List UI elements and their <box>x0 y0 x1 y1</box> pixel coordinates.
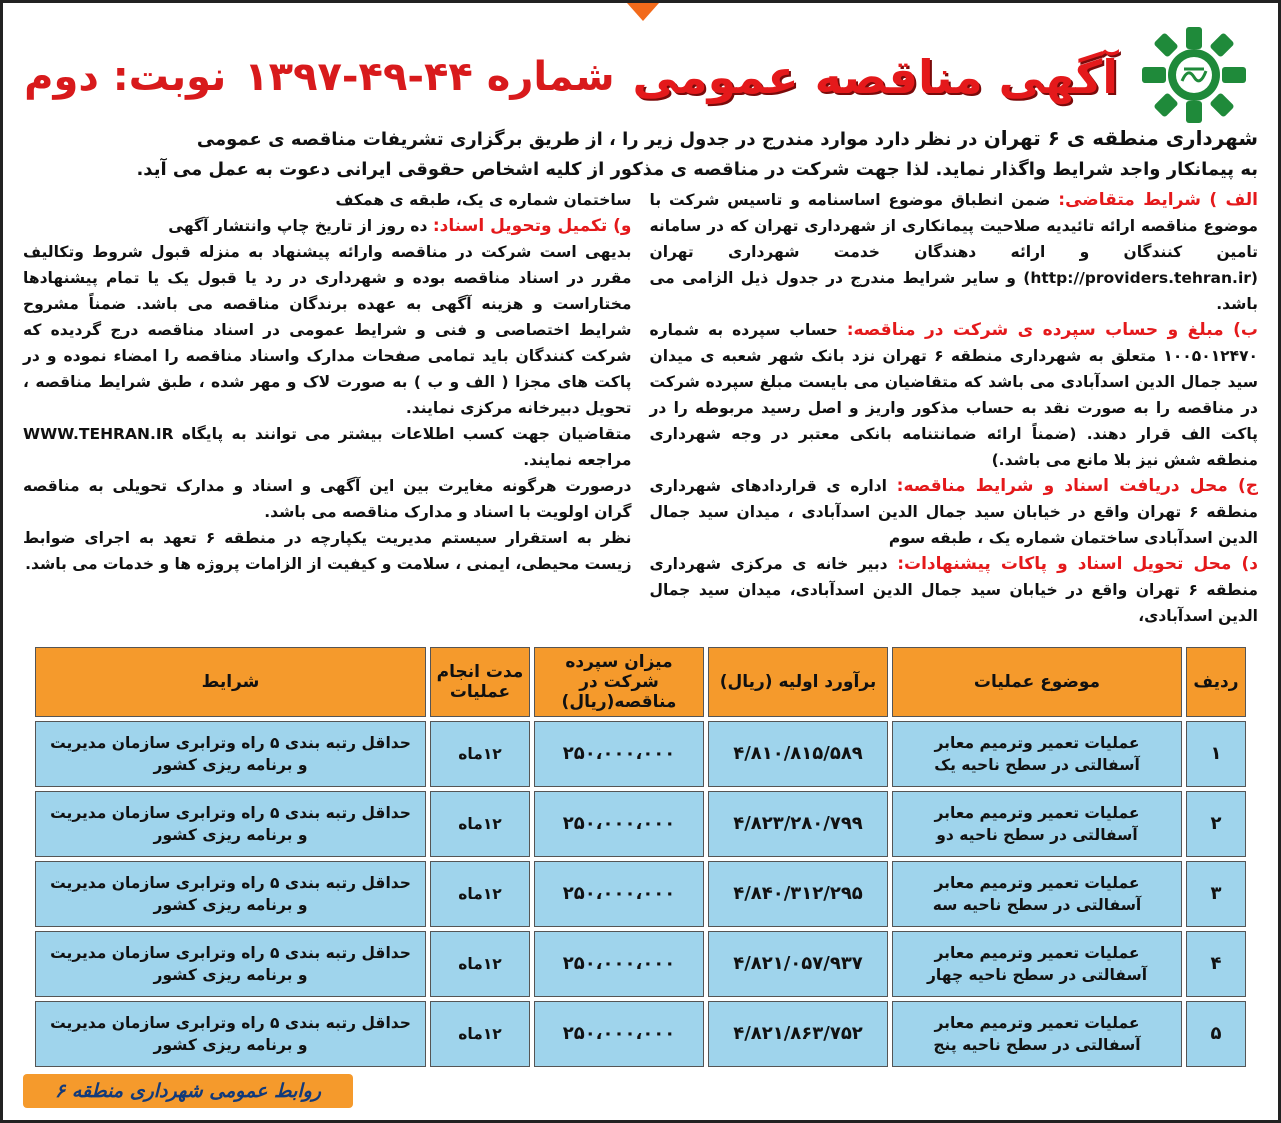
cell-deposit: ۲۵۰،۰۰۰،۰۰۰ <box>534 721 704 787</box>
table-row <box>35 721 1246 787</box>
providers-link[interactable]: (http://providers.tehran.ir) <box>1023 269 1258 287</box>
section-be-heading: ب) مبلغ و حساب سپرده ی شرکت در مناقصه: <box>846 320 1258 340</box>
cell-estimate: ۴/۸۴۰/۳۱۲/۲۹۵ <box>708 861 888 927</box>
title-main: آگهی مناقصه عمومی <box>632 50 1118 104</box>
general-paragraph-3: درصورت هرگونه مغایرت بین این آگهی و اسناد و مدارک تحویلی به مناقصه گران اولویت با اسناد و مدارک مناقصه می باشد. <box>23 477 632 521</box>
top-marker-triangle <box>627 3 659 21</box>
col-estimate: برآورد اولیه (ریال) <box>708 647 888 717</box>
section-alef-heading: الف ) شرایط متقاضی: <box>1058 190 1258 210</box>
general-paragraph-1: بدیهی است شرکت در مناقصه وارائه پیشنهاد به منزله قبول شروط وتکالیف مقرر در اسناد مناقصه بوده و شهرداری در رد یا قبول یک یا تمام پیشنهادها مختاراست و هزینه آگهی به عهده برندگان مناقصه می باشد. ضمناً مشروح شرایط اختصاصی و فنی و شرایط عمومی در اسناد مناقصه درج گردیده که شرکت کنندگان باید تمامی صفحات مدارک واسناد مناقصه را امضاء نموده و در پاکت های مجزا ( الف و ب ) به صورت لاک و مهر شده ، طبق شرایط مناقصه ، تحویل دبیرخانه مرکزی نمایند. <box>23 243 632 417</box>
cell-deposit: ۲۵۰،۰۰۰،۰۰۰ <box>534 861 704 927</box>
table-row <box>35 791 1246 857</box>
cell-subject: عملیات تعمیر وترمیم معابر آسفالتی در سطح ناحیه پنج <box>892 1001 1182 1067</box>
tender-table-wrapper <box>31 643 1250 1071</box>
right-column <box>650 187 1259 637</box>
general-paragraph-4: نظر به استقرار سیستم مدیریت یکپارچه در منطقه ۶ تعهد به اجرای ضوابط زیست محیطی، ایمنی ، سلامت و کیفیت از الزامات پروژه ها و خدمات می باشد. <box>23 529 632 573</box>
cell-subject: عملیات تعمیر وترمیم معابر آسفالتی در سطح ناحیه یک <box>892 721 1182 787</box>
info-text: متقاضیان جهت کسب اطلاعات بیشتر می توانند به پایگاه <box>181 425 632 443</box>
col-deposit: میزان سپرده شرکت در مناقصه(ریال) <box>534 647 704 717</box>
cell-num: ۳ <box>1186 861 1246 927</box>
cell-num: ۱ <box>1186 721 1246 787</box>
conditions-columns <box>23 187 1258 637</box>
cell-estimate: ۴/۸۲۱/۰۵۷/۹۳۷ <box>708 931 888 997</box>
info-text-tail: مراجعه نمایند. <box>523 451 632 469</box>
intro-line2: به پیمانکار واجد شرایط واگذار نماید. لذا جهت شرکت در مناقصه ی مذکور از کلیه اشخاص حقوقی ایرانی دعوت به عمل می آید. <box>136 159 1258 180</box>
public-relations-signature: روابط عمومی شهرداری منطقه ۶ <box>23 1074 353 1108</box>
title-number: شماره ۴۴-۴۹-۱۳۹۷ <box>244 54 615 100</box>
section-be <box>650 317 1259 473</box>
section-dal-continued: ساختمان شماره ی یک، طبقه ی همکف <box>335 191 632 209</box>
cell-duration: ۱۲ماه <box>430 791 530 857</box>
table-header-row <box>35 647 1246 717</box>
cell-deposit: ۲۵۰،۰۰۰،۰۰۰ <box>534 791 704 857</box>
general-paragraph-2 <box>23 421 632 473</box>
table-row <box>35 931 1246 997</box>
intro-paragraph <box>23 123 1258 185</box>
col-row-number: ردیف <box>1186 647 1246 717</box>
section-alef-body: ضمن انطباق موضوع اساسنامه و تاسیس شرکت با موضوع مناقصه ارائه تائیدیه صلاحیت پیمانکاری از شهرداری تهران که در سامانه تامین کنندگان و ارائه دهندگان خدمت شهرداری تهران <box>649 191 1258 261</box>
section-jim-heading: ج) محل دریافت اسناد و شرایط مناقصه: <box>896 476 1258 496</box>
cell-num: ۲ <box>1186 791 1246 857</box>
cell-condition: حداقل رتبه بندی ۵ راه وترابری سازمان مدیریت و برنامه ریزی کشور <box>35 721 426 787</box>
section-vav-body: ده روز از تاریخ چاپ وانتشار آگهی <box>168 217 428 235</box>
cell-estimate: ۴/۸۲۳/۲۸۰/۷۹۹ <box>708 791 888 857</box>
cell-subject: عملیات تعمیر وترمیم معابر آسفالتی در سطح ناحیه سه <box>892 861 1182 927</box>
cell-num: ۵ <box>1186 1001 1246 1067</box>
cell-estimate: ۴/۸۱۰/۸۱۵/۵۸۹ <box>708 721 888 787</box>
cell-subject: عملیات تعمیر وترمیم معابر آسفالتی در سطح ناحیه چهار <box>892 931 1182 997</box>
intro-municipality: شهرداری منطقه ی ۶ تهران <box>983 126 1258 150</box>
section-be-body: حساب سپرده به شماره ۱۰۰۵۰۱۲۴۷۰ متعلق به شهرداری منطقه ۶ تهران نزد بانک شهر شعبه ی میدان سید جمال الدین اسدآبادی می باشد که متقاضیان می بایست مبلغ سپرده شرکت در مناقصه را به صورت نقد به حساب مذکور واریز و اصل رسید مربوطه را در پاکت الف قرار دهند. (ضمناً ارائه ضمانتنامه بانکی معتبر در وجه شهرداری منطقه شش نیز بلا مانع می باشد.) <box>649 321 1258 469</box>
section-vav-heading: و) تکمیل وتحویل اسناد: <box>432 216 632 236</box>
col-conditions: شرایط <box>35 647 426 717</box>
section-jim <box>650 473 1259 551</box>
tehran-municipality-logo-icon <box>1136 25 1252 125</box>
notice-title <box>24 35 1118 119</box>
section-dal <box>650 551 1259 629</box>
col-subject: موضوع عملیات <box>892 647 1182 717</box>
cell-num: ۴ <box>1186 931 1246 997</box>
section-jim-body: اداره ی قراردادهای شهرداری منطقه ۶ تهران واقع در خیابان سید جمال الدین اسدآبادی ، میدان سید جمال الدین اسدآبادی ساختمان شماره یک ، طبقه سوم <box>649 477 1258 547</box>
cell-estimate: ۴/۸۲۱/۸۶۳/۷۵۲ <box>708 1001 888 1067</box>
table-row <box>35 861 1246 927</box>
col-duration: مدت انجام عملیات <box>430 647 530 717</box>
cell-subject: عملیات تعمیر وترمیم معابر آسفالتی در سطح ناحیه دو <box>892 791 1182 857</box>
table-row <box>35 1001 1246 1067</box>
cell-duration: ۱۲ماه <box>430 861 530 927</box>
cell-condition: حداقل رتبه بندی ۵ راه وترابری سازمان مدیریت و برنامه ریزی کشور <box>35 791 426 857</box>
section-vav <box>23 213 632 239</box>
cell-duration: ۱۲ماه <box>430 721 530 787</box>
left-column <box>23 187 632 637</box>
cell-duration: ۱۲ماه <box>430 931 530 997</box>
intro-line1: در نظر دارد موارد مندرج در جدول زیر را ، از طریق برگزاری تشریفات مناقصه ی عمومی <box>196 129 978 150</box>
tehran-website-link[interactable]: WWW.TEHRAN.IR <box>23 425 174 443</box>
cell-duration: ۱۲ماه <box>430 1001 530 1067</box>
section-alef <box>650 187 1259 317</box>
cell-condition: حداقل رتبه بندی ۵ راه وترابری سازمان مدیریت و برنامه ریزی کشور <box>35 861 426 927</box>
cell-deposit: ۲۵۰،۰۰۰،۰۰۰ <box>534 931 704 997</box>
title-round: نوبت: دوم <box>24 54 227 100</box>
section-alef-tail: و سایر شرایط مندرج در جدول ذیل الزامی می باشد. <box>649 269 1258 313</box>
cell-condition: حداقل رتبه بندی ۵ راه وترابری سازمان مدیریت و برنامه ریزی کشور <box>35 931 426 997</box>
section-dal-body: دبیر خانه ی مرکزی شهرداری منطقه ۶ تهران واقع در خیابان سید جمال الدین اسدآبادی، میدان سید جمال الدین اسدآبادی، <box>649 555 1258 625</box>
tender-table <box>31 643 1250 1071</box>
notice-header <box>23 21 1258 121</box>
cell-deposit: ۲۵۰،۰۰۰،۰۰۰ <box>534 1001 704 1067</box>
section-dal-heading: د) محل تحویل اسناد و پاکات پیشنهادات: <box>897 554 1259 574</box>
cell-condition: حداقل رتبه بندی ۵ راه وترابری سازمان مدیریت و برنامه ریزی کشور <box>35 1001 426 1067</box>
